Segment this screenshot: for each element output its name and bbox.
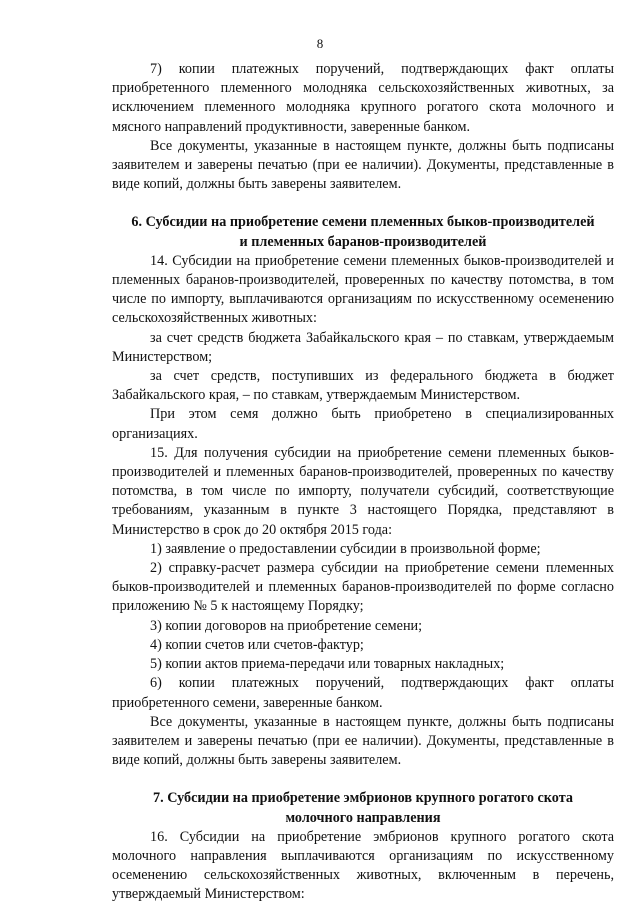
page-number: 8	[316, 36, 324, 51]
section-7-heading	[112, 789, 614, 827]
document-body	[112, 60, 614, 905]
paragraph-14-federal-budget: за счет средств, поступивших из федерального бюджета в бюджет Забайкальского края, – по ставкам, утверждаемым Министерством.	[112, 368, 614, 404]
paragraph-all-documents: Все документы, указанные в настоящем пункте, должны быть подписаны заявителем и заверены печатью (при ее наличии). Документы, представленные в виде копий, должны быть заверены заявителем.	[112, 713, 614, 769]
list-item: 4) копии счетов или счетов-фактур;	[150, 636, 364, 653]
paragraph-16: 16. Субсидии на приобретение эмбрионов крупного рогатого скота молочного направления выплачиваются организациям по искусственному осеменению сельскохозяйственных животных, включенным в перечень, утверждаемый Министерством:	[112, 828, 614, 903]
list-item: 6) копии платежных поручений, подтверждающих факт оплаты приобретенного семени, заверенные банком.	[112, 675, 614, 711]
paragraph-14-regional-budget: за счет средств бюджета Забайкальского края – по ставкам, утверждаемым Министерством;	[112, 329, 614, 365]
list-item: 5) копии актов приема-передачи или товарных накладных;	[150, 656, 505, 673]
paragraph-item-7: 7) копии платежных поручений, подтверждающих факт оплаты приобретенного племенного молодняка сельскохозяйственных животных, за исключением племенного молодняка крупного рогатого скота молочного и мясного направлений продуктивности, заверенные банком.	[112, 61, 614, 135]
section-7-heading-line1: 7. Субсидии на приобретение эмбрионов крупного рогатого скота	[153, 790, 573, 807]
spacer	[112, 194, 614, 213]
spacer	[112, 770, 614, 789]
section-6-heading-line1: 6. Субсидии на приобретение семени племенных быков-производителей	[131, 214, 595, 231]
section-6-heading	[112, 213, 614, 251]
list-item: 1) заявление о предоставлении субсидии в произвольной форме;	[150, 540, 541, 557]
paragraph-15: 15. Для получения субсидии на приобретение семени племенных быков-производителей и племенных баранов-производителей, проверенных по качеству потомства, в том числе по импорту, получатели субсидий, соответствующие требованиям, указанным в пункте 3 настоящего Порядка, представляют в Министерство в срок до 20 октября 2015 года:	[112, 444, 614, 538]
section-7-heading-line2: молочного направления	[285, 809, 441, 826]
paragraph-14-specialized-orgs: При этом семя должно быть приобретено в специализированных организациях.	[112, 406, 614, 442]
paragraph-14: 14. Субсидии на приобретение семени племенных быков-производителей и племенных баранов-производителей, проверенных по качеству потомства, в том числе по импорту, выплачиваются организациям по искусственному осеменению сельскохозяйственных животных:	[112, 252, 614, 327]
paragraph-all-documents: Все документы, указанные в настоящем пункте, должны быть подписаны заявителем и заверены печатью (при ее наличии). Документы, представленные в виде копий, должны быть заверены заявителем.	[112, 137, 614, 193]
list-item: 2) справку-расчет размера субсидии на приобретение семени племенных быков-производителей и племенных баранов-производителей по форме согласно приложению № 5 к настоящему Порядку;	[112, 560, 614, 615]
list-item: 3) копии договоров на приобретение семени;	[150, 617, 423, 634]
section-6-heading-line2: и племенных баранов-производителей	[239, 233, 487, 250]
